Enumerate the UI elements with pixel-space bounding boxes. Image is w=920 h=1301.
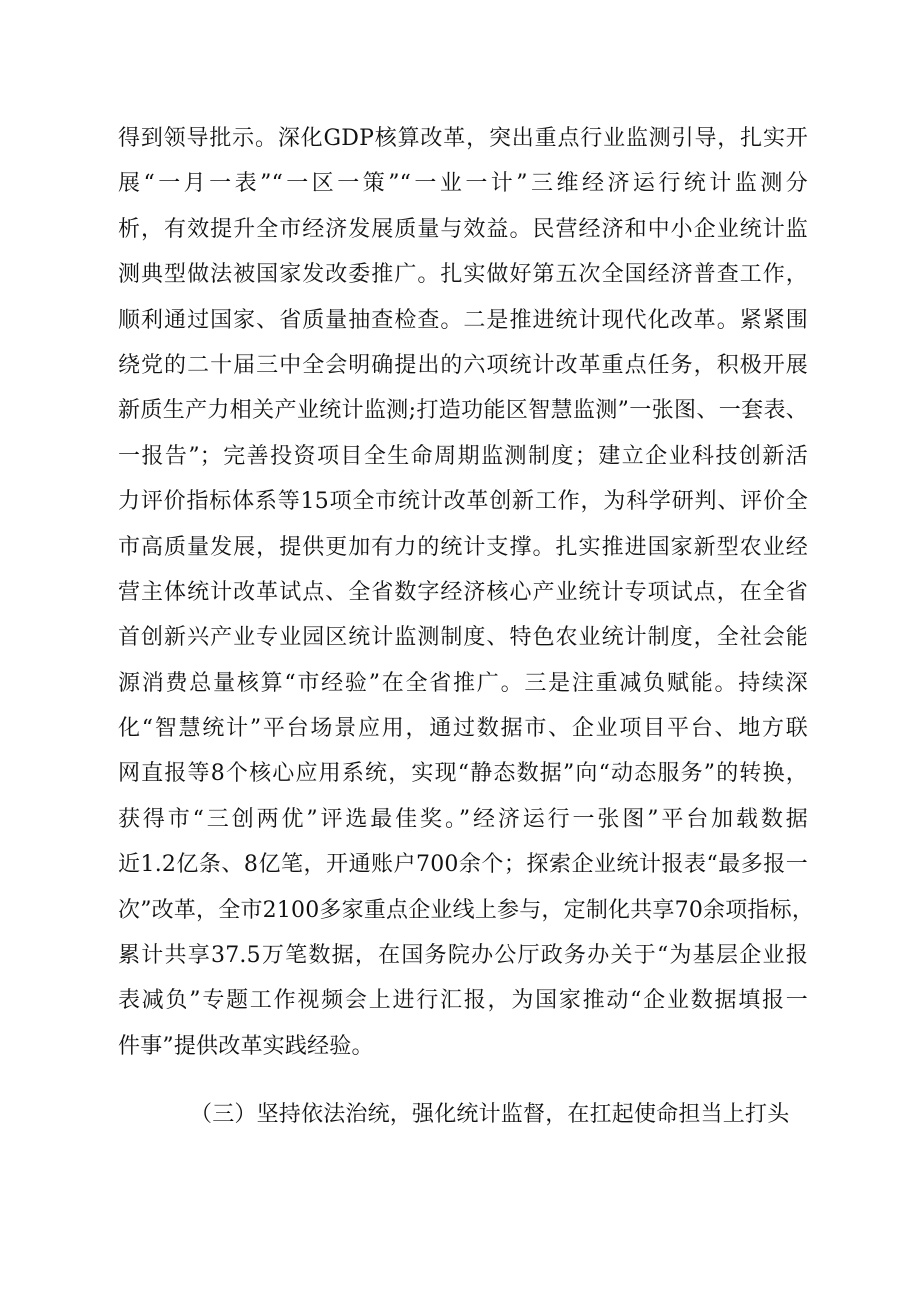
text-line: 累计共享37.5万笔数据，在国务院办公厅政务办关于“为基层企业报 xyxy=(118,943,808,969)
text-line: 化“智慧统计”平台场景应用，通过数据市、企业项目平台、地方联 xyxy=(118,716,808,742)
paragraph-1 xyxy=(118,116,815,1069)
paragraph-gap xyxy=(118,1069,808,1092)
text-line: 顺利通过国家、省质量抽查检查。二是推进统计现代化改革。紧紧围 xyxy=(118,307,808,333)
text-line: 新质生产力相关产业统计监测;打造功能区智慧监测”一张图、一套表、 xyxy=(118,398,808,424)
text-line: 营主体统计改革试点、全省数字经济核心产业统计专项试点，在全省 xyxy=(118,579,808,605)
text-line: 析，有效提升全市经济发展质量与效益。民营经济和中小企业统计监 xyxy=(118,216,808,242)
text-line: 一报告”；完善投资项目全生命周期监测制度；建立企业科技创新活 xyxy=(118,443,808,469)
section-heading-line: （三）坚持依法治统，强化统计监督，在扛起使命担当上打头 xyxy=(190,1102,790,1128)
text-line: 表减负”专题工作视频会上进行汇报，为国家推动“企业数据填报一 xyxy=(118,988,808,1014)
text-line: 市高质量发展，提供更加有力的统计支撑。扎实推进国家新型农业经 xyxy=(118,534,808,560)
text-line: 源消费总量核算“市经验”在全省推广。三是注重减负赋能。持续深 xyxy=(118,670,808,696)
text-line: 首创新兴产业专业园区统计监测制度、特色农业统计制度，全社会能 xyxy=(118,625,808,651)
text-line: 得到领导批示。深化GDP核算改革，突出重点行业监测引导，扎实开 xyxy=(118,126,808,151)
text-line: 次”改革，全市2100多家重点企业线上参与，定制化共享70余项指标， xyxy=(118,897,815,923)
text-line: 获得市“三创两优”评选最佳奖。”经济运行一张图”平台加载数据 xyxy=(118,806,808,832)
text-line: 件事”提供改革实践经验。 xyxy=(118,1033,374,1059)
text-line: 力评价指标体系等15项全市统计改革创新工作，为科学研判、评价全 xyxy=(118,489,808,515)
text-line: 测典型做法被国家发改委推广。扎实做好第五次全国经济普查工作， xyxy=(118,262,808,288)
text-line: 近1.2亿条、8亿笔，开通账户700余个；探索企业统计报表“最多报一 xyxy=(118,852,808,878)
text-line: 网直报等8个核心应用系统，实现“静态数据”向“动态服务”的转换， xyxy=(118,761,808,787)
paragraph-2 xyxy=(118,1092,808,1137)
body-text xyxy=(118,116,815,1138)
text-line: 展“一月一表”“一区一策”“一业一计”三维经济运行统计监测分 xyxy=(118,171,808,197)
text-line: 绕党的二十届三中全会明确提出的六项统计改革重点任务，积极开展 xyxy=(118,352,808,378)
